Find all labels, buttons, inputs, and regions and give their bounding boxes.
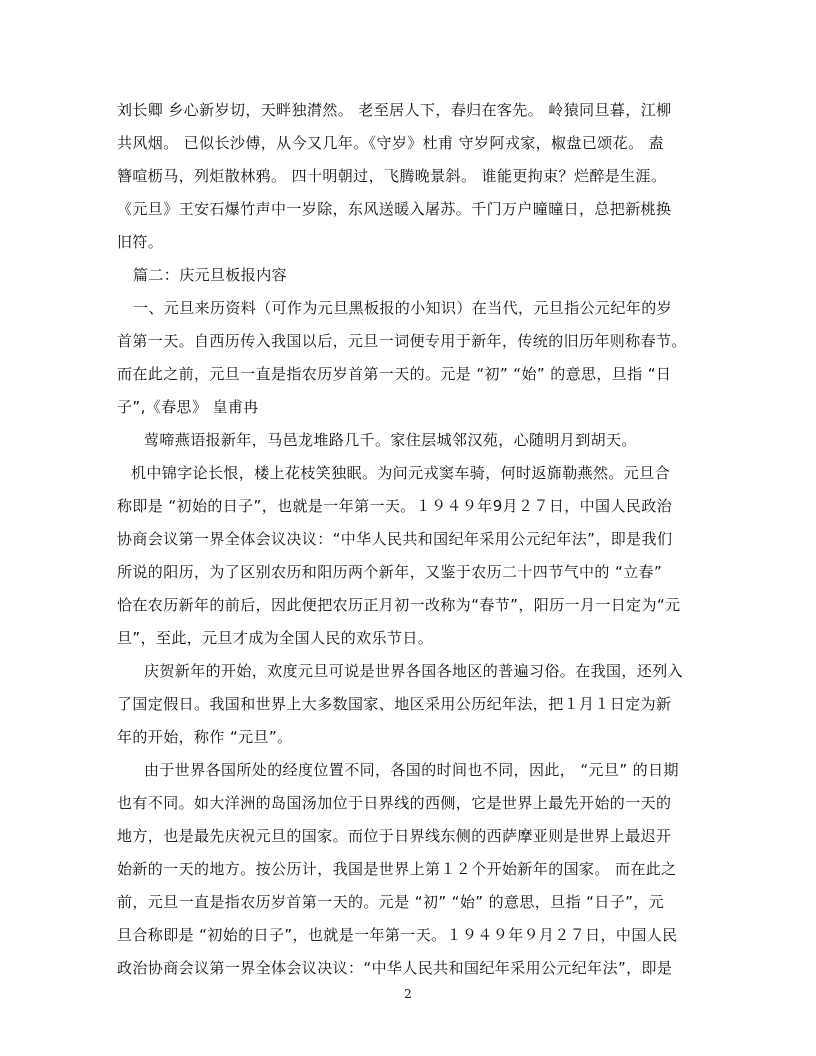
text-line: 始新的一天的地方。按公历计，我国是世界上第１２个开始新年的国家。 而在此之 (117, 860, 677, 878)
text-line: 庆贺新年的开始，欢度元旦可说是世界各国各地区的普遍习俗。在我国，还列入 (144, 662, 684, 680)
text-line: 《元旦》王安石爆竹声中一岁除，东风送暖入屠苏。千门万户曈曈日，总把新桃换 (117, 200, 672, 218)
text-line: 称即是 “初始的日子”，也就是一年第一天。１９４９年9月２７日，中国人民政治 (117, 497, 673, 515)
section-heading: 篇二：庆元旦板报内容 (133, 266, 288, 284)
document-body (117, 94, 702, 985)
text-line: 子”,《春思》 皇甫冉 (117, 398, 259, 416)
text-line: 了国定假日。我国和世界上大多数国家、地区采用公历纪年法，把１月１日定为新 (117, 695, 672, 713)
text-line: 旧符。 (117, 233, 164, 251)
text-line: 簪喧枥马，列炬散林鸦。 四十明朝过，飞腾晚景斜。 谁能更拘束？烂醉是生涯。 (117, 167, 667, 185)
text-line: 恰在农历新年的前后，因此便把农历正月初一改称为“春节”，阳历一月一日定为“元 (117, 596, 681, 614)
text-line: 地方，也是最先庆祝元旦的国家。而位于日界线东侧的西萨摩亚则是世界上最迟开 (117, 827, 672, 845)
text-line: 政治协商会议第一界全体会议决议：“中华人民共和国纪年采用公元纪年法”，即是 (117, 959, 673, 977)
text-line: 也有不同。如大洋洲的岛国汤加位于日界线的西侧，它是世界上最先开始的一天的 (117, 794, 672, 812)
text-line: 机中锦字论长恨，楼上花枝笑独眠。为问元戎窦车骑，何时返旆勒燕然。元旦合 (131, 464, 671, 482)
page-number: 2 (404, 987, 412, 1001)
text-line: 前，元旦一直是指农历岁首第一天的。元是 “初” “始” 的意思，旦指 “日子”，元 (117, 893, 665, 911)
text-line: 旦合称即是 “初始的日子”，也就是一年第一天。１９４９年９月２７日，中国人民 (117, 926, 678, 944)
text-line: 刘长卿 乡心新岁切，天畔独潸然。 老至居人下，春归在客先。 岭猿同旦暮，江柳 (117, 101, 672, 119)
text-line: 首第一天。自西历传入我国以后，元旦一词便专用于新年，传统的旧历年则称春节。 (117, 332, 687, 350)
text-line: 共风烟。 已似长沙傅，从今又几年。《守岁》杜甫 守岁阿戎家，椒盘已颂花。 盍 (117, 134, 665, 152)
text-line: 由于世界各国所处的经度位置不同，各国的时间也不同，因此， “元旦” 的日期 (144, 761, 679, 779)
text-line: 莺啼燕语报新年，马邑龙堆路几千。家住层城邻汉苑，心随明月到胡天。 (144, 431, 637, 449)
text-line: 年的开始，称作 “元旦”。 (117, 728, 293, 746)
text-line: 协商会议第一界全体会议决议：“中华人民共和国纪年采用公元纪年法”，即是我们 (117, 530, 673, 548)
text-line: 所说的阳历，为了区别农历和阳历两个新年，又鉴于农历二十四节气中的 “立春” (117, 563, 663, 581)
text-line: 一、元旦来历资料（可作为元旦黑板报的小知识）在当代，元旦指公元纪年的岁 (133, 299, 673, 317)
text-line: 而在此之前，元旦一直是指农历岁首第一天的。元是 “初” “始” 的意思，旦指 “日 (117, 365, 672, 383)
text-line: 旦”，至此，元旦才成为全国人民的欢乐节日。 (117, 629, 434, 647)
